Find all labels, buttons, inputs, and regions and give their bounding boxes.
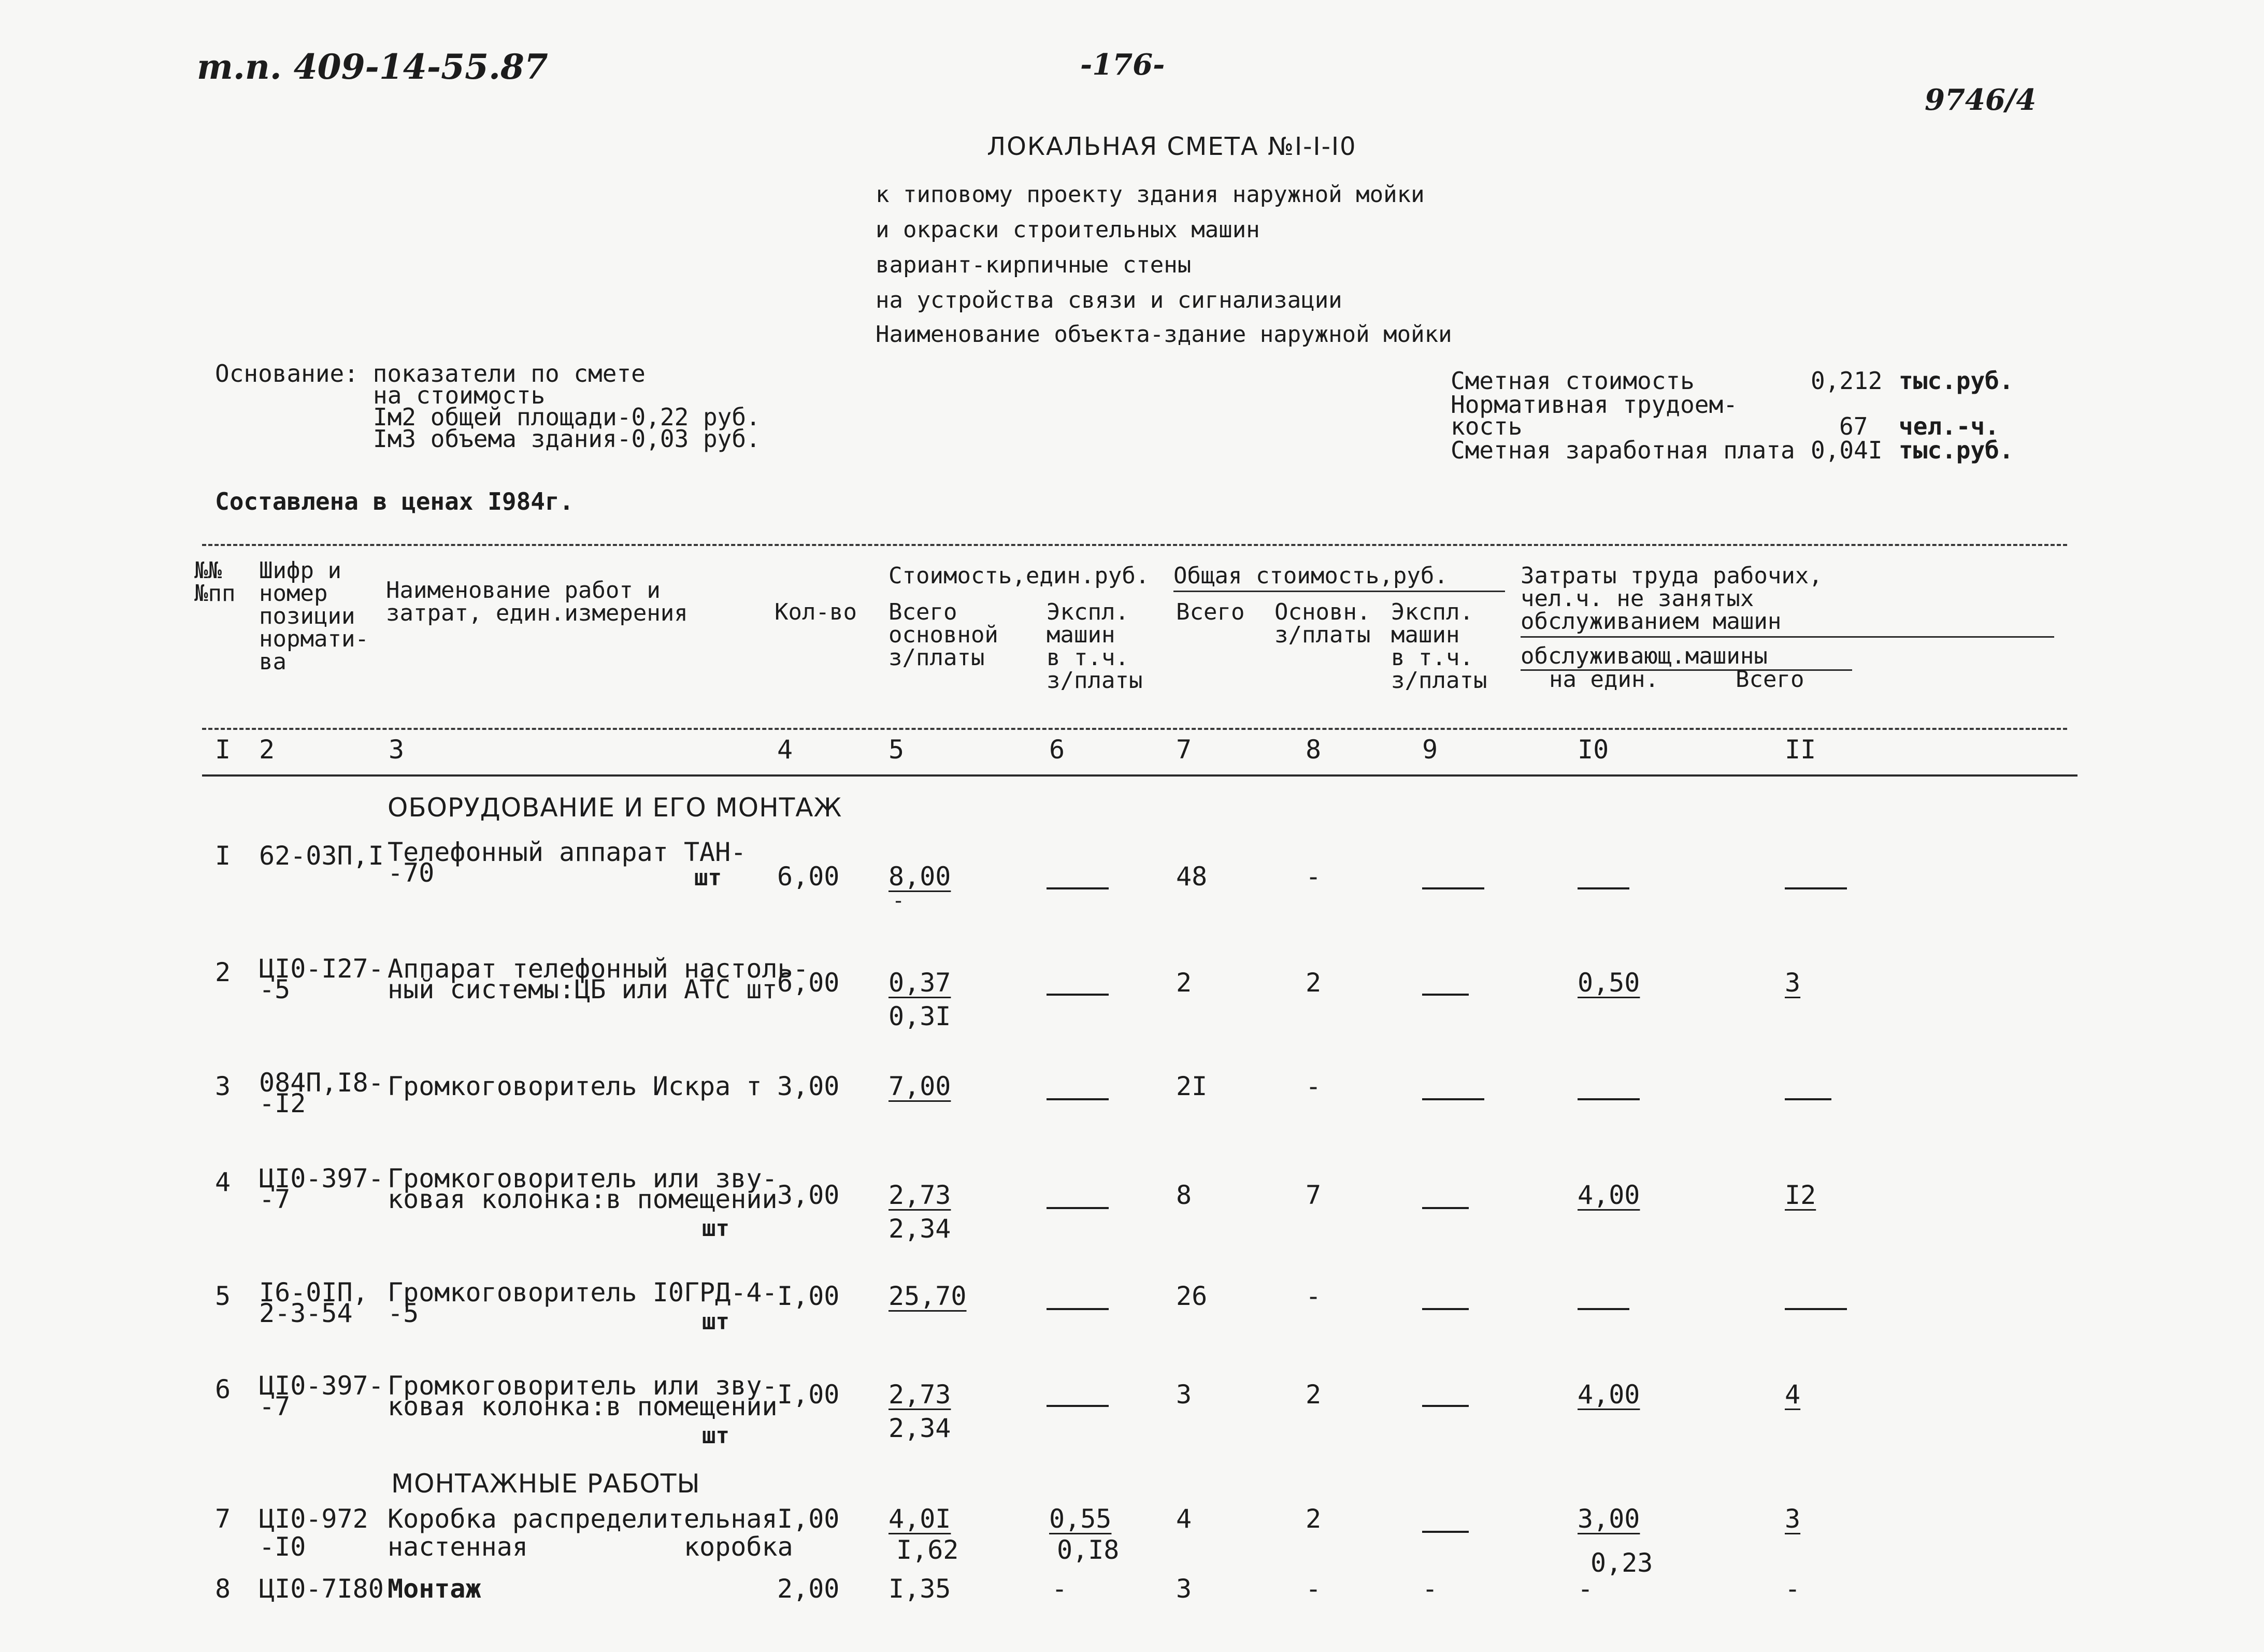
basis-line-4: Iм3 объема здания-0,03 руб.	[373, 425, 761, 453]
dash-mark	[1785, 1098, 1831, 1100]
row-labor-total: 4	[1785, 1380, 1801, 1410]
row-total-wage: 2	[1306, 1380, 1322, 1410]
col-number: 5	[889, 735, 905, 765]
section-mounting: МОНТАЖНЫЕ РАБОТЫ	[391, 1469, 700, 1499]
group-labor-underline	[1521, 636, 2054, 638]
col-header-unit-wage: Всего основной з/платы	[889, 599, 998, 671]
row-unit: шт	[694, 865, 722, 891]
row-number: 2	[215, 957, 231, 987]
row-qty: 6,00	[777, 968, 840, 998]
dash-mark	[1578, 1308, 1629, 1310]
row-labor-total: I2	[1785, 1180, 1816, 1210]
row-code: I6-0IП, 2-3-54	[259, 1277, 368, 1328]
basis-line-1: Основание: показатели по смете	[215, 360, 646, 387]
col-number: I	[215, 735, 231, 765]
row-number: 3	[215, 1071, 231, 1101]
row-total-wage: -	[1306, 1281, 1322, 1311]
group-header-labor: Затраты труда рабочих, чел.ч. не занятых обслуживанием машин	[1521, 563, 1823, 635]
row-total: 3	[1176, 1380, 1192, 1410]
dash-mark	[1785, 1308, 1847, 1310]
dash-mark	[1422, 994, 1469, 996]
row-unit-wage: I,62	[896, 1535, 959, 1565]
labor-unit: чел.-ч.	[1899, 412, 1999, 440]
row-number: 5	[215, 1281, 231, 1311]
row-labor-unit-2: 0,23	[1590, 1548, 1653, 1578]
col-header-labor-unit: на един.	[1549, 666, 1659, 693]
row-qty: 6,00	[777, 861, 840, 892]
cost-unit: тыс.руб.	[1899, 367, 2014, 395]
row-total-wage: -	[1306, 861, 1322, 892]
labor-subheader: обслуживающ.машины	[1521, 643, 1768, 669]
dash-mark	[1785, 887, 1847, 889]
basis-line-3: Iм2 общей площади-0,22 руб.	[373, 403, 761, 431]
dash-mark	[1047, 1405, 1109, 1407]
col-number: 6	[1049, 735, 1065, 765]
row-unit-machine: -	[1052, 1574, 1068, 1604]
title-line-5: Наименование объекта-здание наружной мойки	[876, 321, 1452, 348]
row-number: 7	[215, 1504, 231, 1534]
row-labor-total: 3	[1785, 968, 1801, 998]
col-header-num: №№ №пп	[194, 557, 236, 607]
row-code: ЦI0-397- -7	[259, 1371, 384, 1421]
row-total: 3	[1176, 1574, 1192, 1604]
row-unit-machine-wage: 0,I8	[1057, 1535, 1120, 1565]
col-header-name: Наименование работ и затрат, един.измерения	[386, 577, 688, 626]
row-total-machine: -	[1422, 1574, 1438, 1604]
row-number: I	[215, 841, 231, 871]
numbers-bottom-rule	[202, 774, 2077, 777]
row-labor-total: -	[1785, 1574, 1801, 1604]
row-qty: I,00	[777, 1281, 840, 1311]
col-number: 9	[1422, 735, 1438, 765]
row-qty: 3,00	[777, 1071, 840, 1101]
col-header-total: Всего	[1176, 599, 1245, 625]
row-code: ЦI0-I27- -5	[259, 954, 384, 1004]
row-unit-wage: 2,34	[889, 1214, 951, 1244]
row-code: 084П,I8- -I2	[259, 1068, 384, 1118]
row-number: 8	[215, 1574, 231, 1604]
col-header-total-wage: Основн. з/платы	[1274, 599, 1371, 648]
dash-mark	[1422, 887, 1484, 889]
dash-mark	[1422, 1098, 1484, 1100]
row-labor-unit: -	[1578, 1574, 1594, 1604]
wage-unit: тыс.руб.	[1899, 436, 2014, 464]
row-code: ЦI0-972 -I0	[259, 1504, 368, 1562]
row-unit-cost: 2,73	[889, 1180, 951, 1210]
row-unit-cost: 4,0I	[889, 1504, 951, 1534]
row-total-wage: 7	[1306, 1180, 1322, 1210]
dash-mark	[1047, 1308, 1109, 1310]
dash-mark	[1578, 1098, 1640, 1100]
row-number: 6	[215, 1374, 231, 1404]
row-unit-machine: 0,55	[1049, 1504, 1112, 1534]
row-code: ЦI0-7I80	[259, 1574, 384, 1604]
group-header-unit-cost: Стоимость,един.руб.	[889, 563, 1150, 589]
table-top-rule	[202, 544, 2067, 546]
row-qty: I,00	[777, 1380, 840, 1410]
row-total: 4	[1176, 1504, 1192, 1534]
row-unit-cost: 8,00	[889, 861, 951, 892]
row-number: 4	[215, 1167, 231, 1197]
row-total-wage: 2	[1306, 1504, 1322, 1534]
dash-mark	[1047, 1207, 1109, 1209]
row-name: Телефонный аппарат ТАН- -70	[388, 837, 747, 888]
col-header-qty: Кол-во	[775, 599, 857, 625]
cost-value: 0,212	[1811, 367, 1883, 395]
row-name: Громкоговоритель или зву- ковая колонка:в помещении	[388, 1371, 778, 1421]
col-header-code: Шифр и номер позиции нормати- ва	[259, 557, 369, 675]
title-line-2: и окраски строительных машин	[876, 217, 1260, 243]
row-name: Коробка распределительная настенная коробка	[388, 1504, 793, 1562]
title-line-4: на устройства связи и сигнализации	[876, 287, 1342, 313]
row-code: 62-03П,I	[259, 841, 384, 871]
row-unit-wage: -	[892, 889, 905, 913]
section-equipment: ОБОРУДОВАНИЕ И ЕГО МОНТАЖ	[388, 793, 842, 823]
title-line-1: к типовому проекту здания наружной мойки	[876, 181, 1425, 208]
row-total-wage: -	[1306, 1574, 1322, 1604]
row-qty: I,00	[777, 1504, 840, 1534]
row-total-wage: 2	[1306, 968, 1322, 998]
dash-mark	[1047, 887, 1109, 889]
row-unit-cost: I,35	[889, 1574, 951, 1604]
cost-label: Сметная стоимость	[1451, 367, 1695, 395]
labor-value: 67	[1839, 412, 1868, 440]
dash-mark	[1422, 1308, 1469, 1310]
row-total: 2I	[1176, 1071, 1208, 1101]
wage-label: Сметная заработная плата	[1451, 436, 1795, 464]
dash-mark	[1047, 994, 1109, 996]
row-name: Монтаж	[388, 1574, 481, 1604]
estimate-title: ЛОКАЛЬНАЯ СМЕТА №I-I-I0	[987, 132, 1357, 161]
row-unit-wage: 0,3I	[889, 1001, 951, 1031]
header-bottom-rule	[202, 728, 2067, 730]
row-name: Громкоговоритель Искра т	[388, 1071, 762, 1101]
row-total: 48	[1176, 861, 1208, 892]
group-header-total-cost: Общая стоимость,руб.	[1173, 563, 1448, 589]
col-header-total-machine: Экспл. машин в т.ч. з/платы	[1391, 599, 1487, 694]
dash-mark	[1422, 1531, 1469, 1533]
sheet-code: 9746/4	[1925, 83, 2037, 117]
dash-mark	[1422, 1207, 1469, 1209]
group-total-underline	[1173, 591, 1505, 592]
col-number: 3	[389, 735, 405, 765]
wage-value: 0,04I	[1811, 436, 1883, 464]
row-labor-total: 3	[1785, 1504, 1801, 1534]
row-qty: 2,00	[777, 1574, 840, 1604]
row-total: 26	[1176, 1281, 1208, 1311]
labor-label-2: кость	[1451, 412, 1523, 440]
row-labor-unit: 4,00	[1578, 1380, 1640, 1410]
row-labor-unit: 0,50	[1578, 968, 1640, 998]
title-line-3: вариант-кирпичные стены	[876, 252, 1192, 278]
labor-label-1: Нормативная трудоем-	[1451, 391, 1738, 419]
row-code: ЦI0-397- -7	[259, 1163, 384, 1214]
row-labor-unit: 4,00	[1578, 1180, 1640, 1210]
row-unit-wage: 2,34	[889, 1413, 951, 1443]
row-unit-cost: 0,37	[889, 968, 951, 998]
row-unit: шт	[702, 1309, 729, 1335]
row-unit: шт	[702, 1215, 729, 1242]
row-total: 8	[1176, 1180, 1192, 1210]
col-number: 4	[777, 735, 793, 765]
col-number: II	[1785, 735, 1816, 765]
row-total: 2	[1176, 968, 1192, 998]
dash-mark	[1422, 1405, 1469, 1407]
col-header-unit-machine: Экспл. машин в т.ч. з/платы	[1047, 599, 1143, 694]
row-name: Аппарат телефонный настоль- ный системы:ЦБ или АТС шт	[388, 954, 809, 1004]
page-number: -176-	[1080, 48, 1165, 82]
row-unit-cost: 2,73	[889, 1380, 951, 1410]
row-unit-cost: 7,00	[889, 1071, 951, 1101]
col-header-labor-total: Всего	[1736, 666, 1804, 693]
row-unit-cost: 25,70	[889, 1281, 967, 1311]
row-name: Громкоговоритель I0ГРД-4- -5	[388, 1277, 778, 1328]
doc-reference: т.п. 409-14-55.87	[197, 47, 548, 87]
col-number: 7	[1176, 735, 1192, 765]
prices-note: Составлена в ценах I984г.	[215, 487, 574, 515]
row-qty: 3,00	[777, 1180, 840, 1210]
row-unit: шт	[702, 1423, 729, 1449]
row-total-wage: -	[1306, 1071, 1322, 1101]
col-number: 8	[1306, 735, 1322, 765]
row-name: Громкоговоритель или зву- ковая колонка:в помещении	[388, 1163, 778, 1214]
dash-mark	[1578, 887, 1629, 889]
col-number: I0	[1578, 735, 1609, 765]
row-labor-unit: 3,00	[1578, 1504, 1640, 1534]
dash-mark	[1047, 1098, 1109, 1100]
col-number: 2	[259, 735, 275, 765]
basis-line-2: на стоимость	[373, 381, 546, 409]
